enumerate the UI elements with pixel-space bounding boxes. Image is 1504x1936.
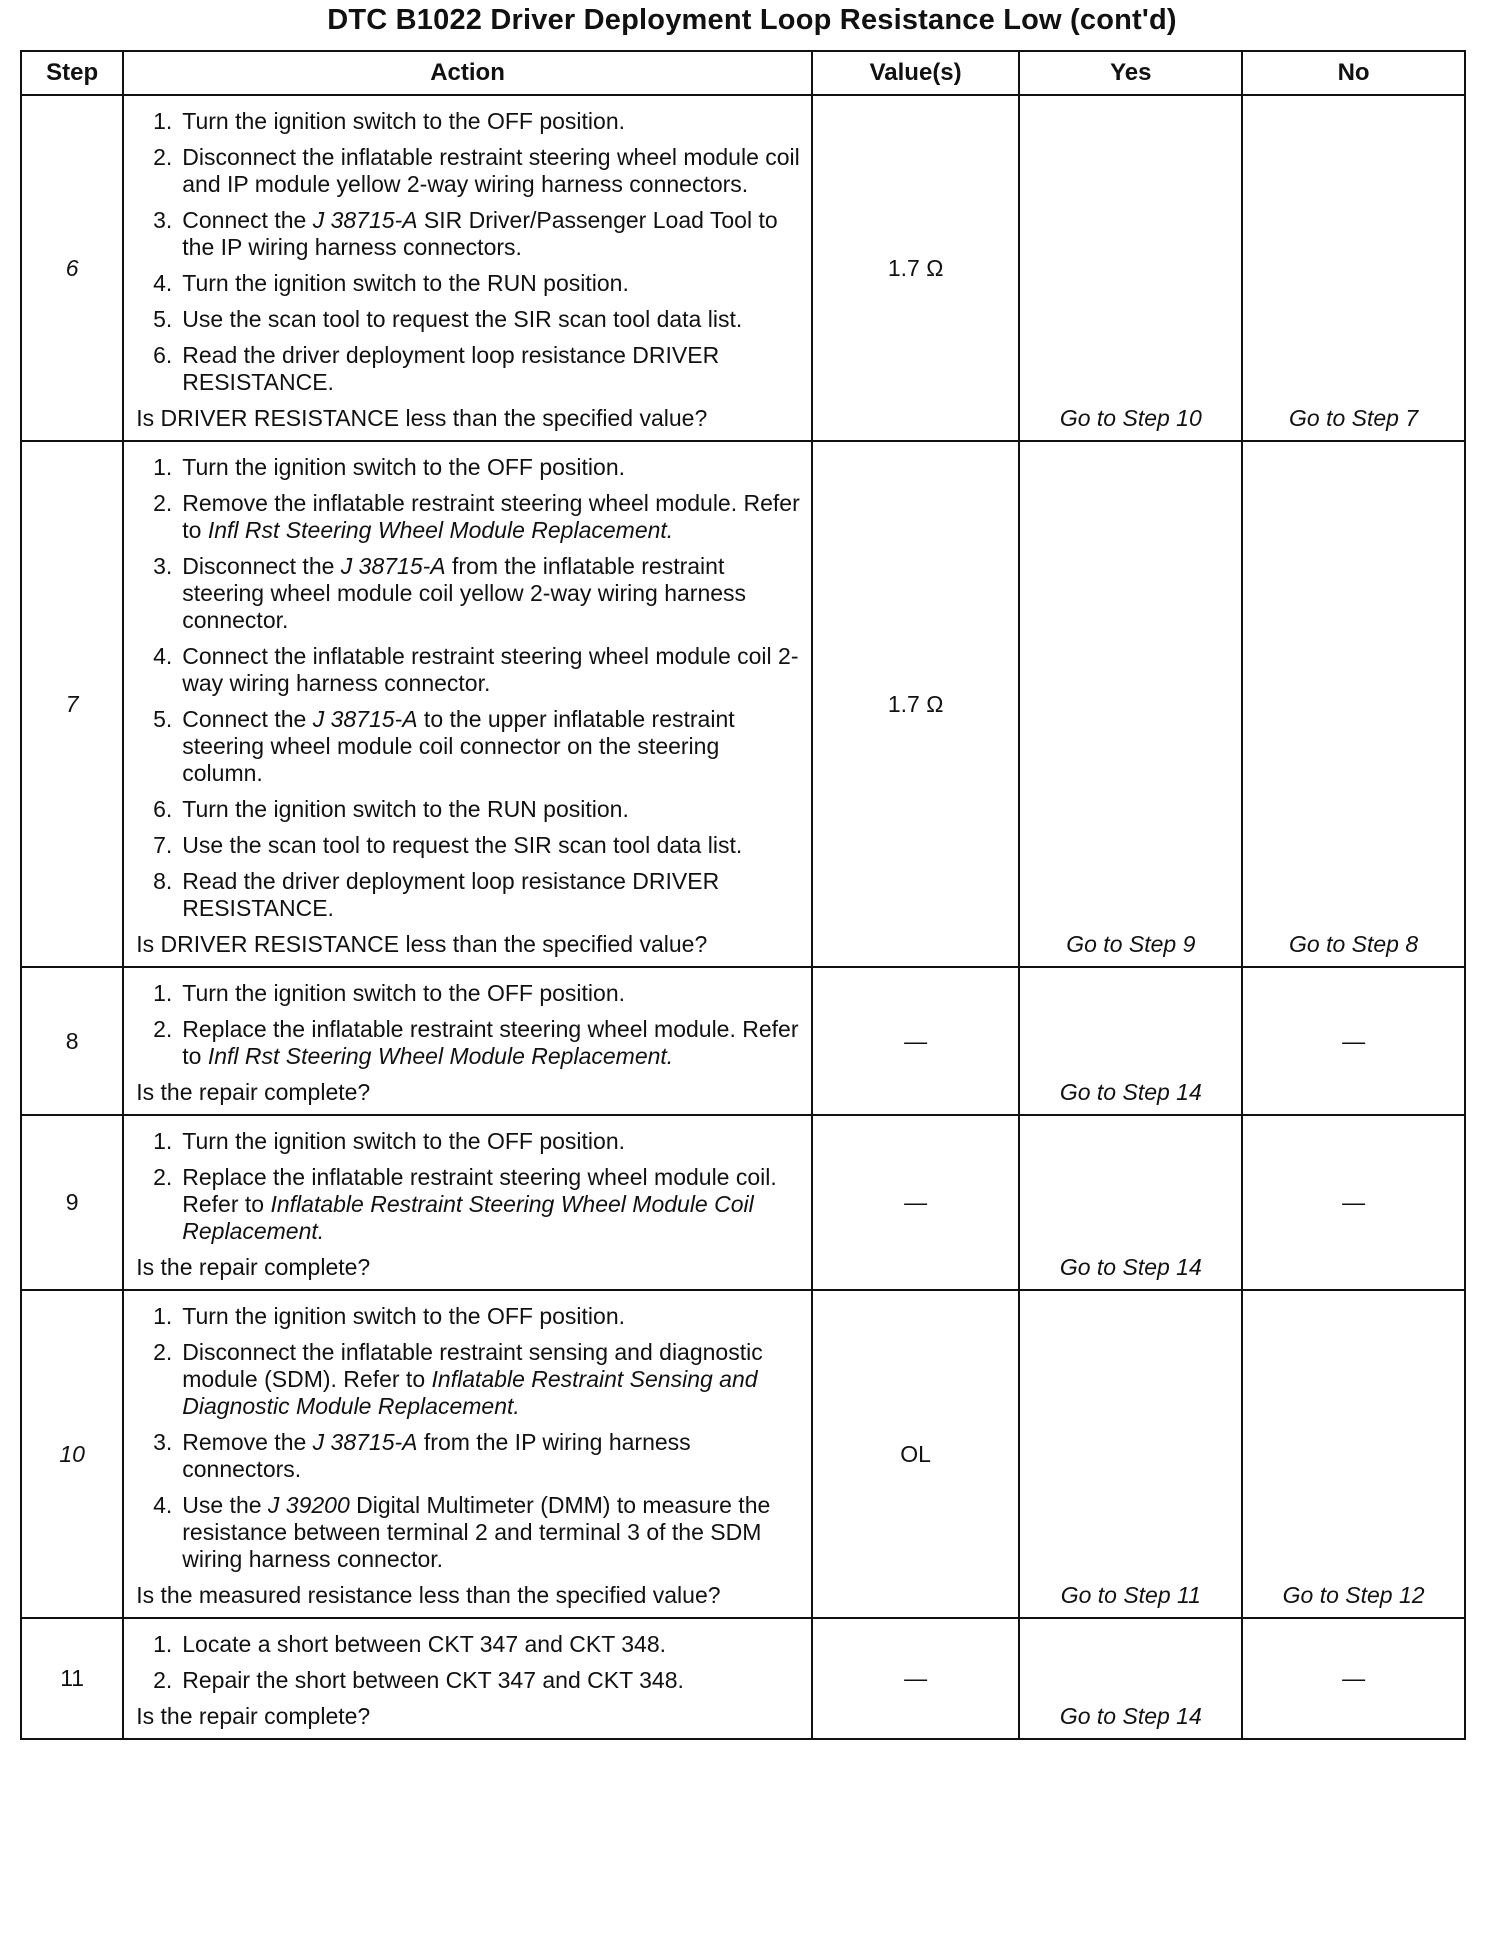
action-step-text [182, 706, 801, 787]
action-steps-list [136, 454, 801, 922]
step-question: Is the repair complete? [136, 1079, 371, 1105]
instruction-text: Use the [182, 1492, 268, 1518]
action-step-number: 8. [153, 868, 173, 894]
instruction-text: Disconnect the inflatable restraint sensing and diagnostic module (SDM). Refer to [182, 1339, 763, 1392]
table-row [21, 1115, 1465, 1290]
action-cell [123, 1290, 812, 1618]
action-step-number: 2. [153, 490, 173, 516]
reference-text: Inflatable Restraint Sensing and Diagnostic Module Replacement. [182, 1366, 758, 1419]
step-number: 7 [21, 441, 123, 967]
table-body [21, 95, 1465, 1739]
action-step-number: 2. [153, 1339, 173, 1365]
action-step-number: 4. [153, 270, 173, 296]
yes-cell: Go to Step 11 [1019, 1290, 1242, 1618]
action-step-number: 1. [153, 1303, 173, 1329]
action-step-text [182, 1429, 801, 1483]
reference-text: J 38715-A [312, 207, 418, 233]
page-title: DTC B1022 Driver Deployment Loop Resistance Low (cont'd) [327, 4, 1177, 36]
action-step [136, 1303, 801, 1330]
action-step-text [182, 1303, 801, 1330]
action-step-number: 3. [153, 553, 173, 579]
action-step-number: 2. [153, 1667, 173, 1693]
action-step-text [182, 454, 801, 481]
action-step-number: 6. [153, 796, 173, 822]
action-step-number: 1. [153, 454, 173, 480]
action-step [136, 207, 801, 261]
action-step [136, 144, 801, 198]
no-cell: Go to Step 12 [1242, 1290, 1465, 1618]
action-step [136, 454, 801, 481]
instruction-text: Connect the inflatable restraint steering wheel module coil 2-way wiring harness connector. [182, 643, 799, 696]
action-step-text [182, 553, 801, 634]
action-step [136, 490, 801, 544]
reference-text: J 38715-A [312, 1429, 418, 1455]
reference-text: Infl Rst Steering Wheel Module Replacement. [207, 1043, 674, 1069]
action-step-text [182, 832, 801, 859]
yes-cell: Go to Step 14 [1019, 1618, 1242, 1739]
step-question: Is the repair complete? [136, 1254, 371, 1280]
no-cell: — [1242, 1618, 1465, 1739]
instruction-text: from the inflatable restraint steering wheel module coil yellow 2-way wiring harness connector. [182, 553, 747, 633]
instruction-text: SIR Driver/Passenger Load Tool to the IP wiring harness connectors. [182, 207, 778, 260]
instruction-text: Turn the ignition switch to the RUN position. [182, 796, 629, 822]
instruction-text: Disconnect the [182, 553, 341, 579]
instruction-text: to the upper inflatable restraint steering wheel module coil connector on the steering column. [182, 706, 735, 786]
action-step [136, 1429, 801, 1483]
action-step [136, 1667, 801, 1694]
reference-text: Inflatable Restraint Steering Wheel Module Coil Replacement. [182, 1191, 754, 1244]
step-question: Is DRIVER RESISTANCE less than the specified value? [136, 405, 708, 431]
instruction-text: Replace the inflatable restraint steering wheel module coil. Refer to [182, 1164, 777, 1217]
action-step [136, 796, 801, 823]
action-step-number: 7. [153, 832, 173, 858]
action-step [136, 643, 801, 697]
action-step-text [182, 270, 801, 297]
instruction-text: Remove the inflatable restraint steering wheel module. Refer to [182, 490, 800, 543]
step-number: 9 [21, 1115, 123, 1290]
instruction-text: Turn the ignition switch to the RUN position. [182, 270, 629, 296]
instruction-text: Turn the ignition switch to the OFF position. [182, 1303, 626, 1329]
action-step-number: 3. [153, 207, 173, 233]
action-step [136, 706, 801, 787]
action-step-text [182, 980, 801, 1007]
instruction-text: Turn the ignition switch to the OFF position. [182, 108, 626, 134]
reference-text: Infl Rst Steering Wheel Module Replacement. [207, 517, 674, 543]
action-step-text [182, 643, 801, 697]
action-step-text [182, 796, 801, 823]
table-row [21, 1618, 1465, 1739]
action-step [136, 832, 801, 859]
action-step [136, 108, 801, 135]
step-number: 8 [21, 967, 123, 1115]
action-step-number: 1. [153, 108, 173, 134]
action-step-number: 1. [153, 1128, 173, 1154]
action-step-number: 1. [153, 980, 173, 1006]
header-yes: Yes [1019, 51, 1242, 95]
action-steps-list [136, 1303, 801, 1573]
action-step-text [182, 1667, 801, 1694]
action-step-number: 4. [153, 1492, 173, 1518]
instruction-text: Digital Multimeter (DMM) to measure the resistance between terminal 2 and terminal 3 of the SDM wiring harness connector. [182, 1492, 771, 1572]
step-number: 11 [21, 1618, 123, 1739]
action-cell [123, 441, 812, 967]
yes-cell: Go to Step 9 [1019, 441, 1242, 967]
action-step [136, 306, 801, 333]
action-step-text [182, 1164, 801, 1245]
table-row [21, 441, 1465, 967]
action-step-text [182, 108, 801, 135]
action-step-number: 4. [153, 643, 173, 669]
value-cell: OL [812, 1290, 1020, 1618]
yes-cell: Go to Step 14 [1019, 1115, 1242, 1290]
step-question: Is the measured resistance less than the specified value? [136, 1582, 721, 1608]
action-step-text [182, 1631, 801, 1658]
step-number: 6 [21, 95, 123, 441]
action-step-text [182, 868, 801, 922]
action-step-number: 3. [153, 1429, 173, 1455]
value-cell: — [812, 967, 1020, 1115]
action-step-text [182, 207, 801, 261]
action-cell [123, 1115, 812, 1290]
yes-cell: Go to Step 14 [1019, 967, 1242, 1115]
header-action: Action [123, 51, 812, 95]
instruction-text: Use the scan tool to request the SIR scan tool data list. [182, 832, 743, 858]
action-steps-list [136, 1128, 801, 1245]
action-step-number: 2. [153, 1016, 173, 1042]
header-no: No [1242, 51, 1465, 95]
action-step [136, 1492, 801, 1573]
step-question: Is the repair complete? [136, 1703, 371, 1729]
instruction-text: Remove the [182, 1429, 313, 1455]
header-row [21, 51, 1465, 95]
action-step-text [182, 1016, 801, 1070]
table-row [21, 1290, 1465, 1618]
instruction-text: Use the scan tool to request the SIR scan tool data list. [182, 306, 743, 332]
action-steps-list [136, 108, 801, 396]
action-cell [123, 95, 812, 441]
no-cell: — [1242, 1115, 1465, 1290]
step-question: Is DRIVER RESISTANCE less than the specified value? [136, 931, 708, 957]
reference-text: J 39200 [267, 1492, 350, 1518]
action-cell [123, 967, 812, 1115]
table-row [21, 95, 1465, 441]
action-step-text [182, 1492, 801, 1573]
value-cell: 1.7 Ω [812, 441, 1020, 967]
no-cell: — [1242, 967, 1465, 1115]
instruction-text: Turn the ignition switch to the OFF position. [182, 454, 626, 480]
action-step-text [182, 1128, 801, 1155]
instruction-text: Turn the ignition switch to the OFF position. [182, 980, 626, 1006]
action-step-number: 5. [153, 306, 173, 332]
instruction-text: Connect the [182, 706, 313, 732]
reference-text: J 38715-A [312, 706, 418, 732]
no-cell: Go to Step 8 [1242, 441, 1465, 967]
value-cell: — [812, 1618, 1020, 1739]
instruction-text: Locate a short between CKT 347 and CKT 348. [182, 1631, 667, 1657]
instruction-text: from the IP wiring harness connectors. [182, 1429, 691, 1482]
instruction-text: Repair the short between CKT 347 and CKT 348. [182, 1667, 684, 1693]
value-cell: — [812, 1115, 1020, 1290]
action-step [136, 1016, 801, 1070]
action-step-number: 2. [153, 144, 173, 170]
action-steps-list [136, 1631, 801, 1694]
action-step [136, 342, 801, 396]
action-step [136, 980, 801, 1007]
step-number: 10 [21, 1290, 123, 1618]
instruction-text: Read the driver deployment loop resistance DRIVER RESISTANCE. [182, 342, 720, 395]
instruction-text: Turn the ignition switch to the OFF position. [182, 1128, 626, 1154]
action-step [136, 1339, 801, 1420]
instruction-text: Disconnect the inflatable restraint steering wheel module coil and IP module yellow 2-way wiring harness connectors. [182, 144, 800, 197]
action-step-text [182, 1339, 801, 1420]
header-values: Value(s) [812, 51, 1020, 95]
instruction-text: Replace the inflatable restraint steering wheel module. Refer to [182, 1016, 799, 1069]
reference-text: J 38715-A [340, 553, 446, 579]
action-step-number: 1. [153, 1631, 173, 1657]
action-step-text [182, 490, 801, 544]
action-step [136, 868, 801, 922]
diagnostic-table [20, 50, 1466, 1740]
action-step [136, 1128, 801, 1155]
action-step-text [182, 144, 801, 198]
instruction-text: Connect the [182, 207, 313, 233]
action-cell [123, 1618, 812, 1739]
header-step: Step [21, 51, 123, 95]
no-cell: Go to Step 7 [1242, 95, 1465, 441]
action-step [136, 1631, 801, 1658]
action-step [136, 1164, 801, 1245]
action-step-number: 6. [153, 342, 173, 368]
action-step-number: 2. [153, 1164, 173, 1190]
instruction-text: Read the driver deployment loop resistance DRIVER RESISTANCE. [182, 868, 720, 921]
table-row [21, 967, 1465, 1115]
action-steps-list [136, 980, 801, 1070]
action-step-number: 5. [153, 706, 173, 732]
action-step [136, 270, 801, 297]
action-step-text [182, 342, 801, 396]
action-step [136, 553, 801, 634]
action-step-text [182, 306, 801, 333]
yes-cell: Go to Step 10 [1019, 95, 1242, 441]
value-cell: 1.7 Ω [812, 95, 1020, 441]
